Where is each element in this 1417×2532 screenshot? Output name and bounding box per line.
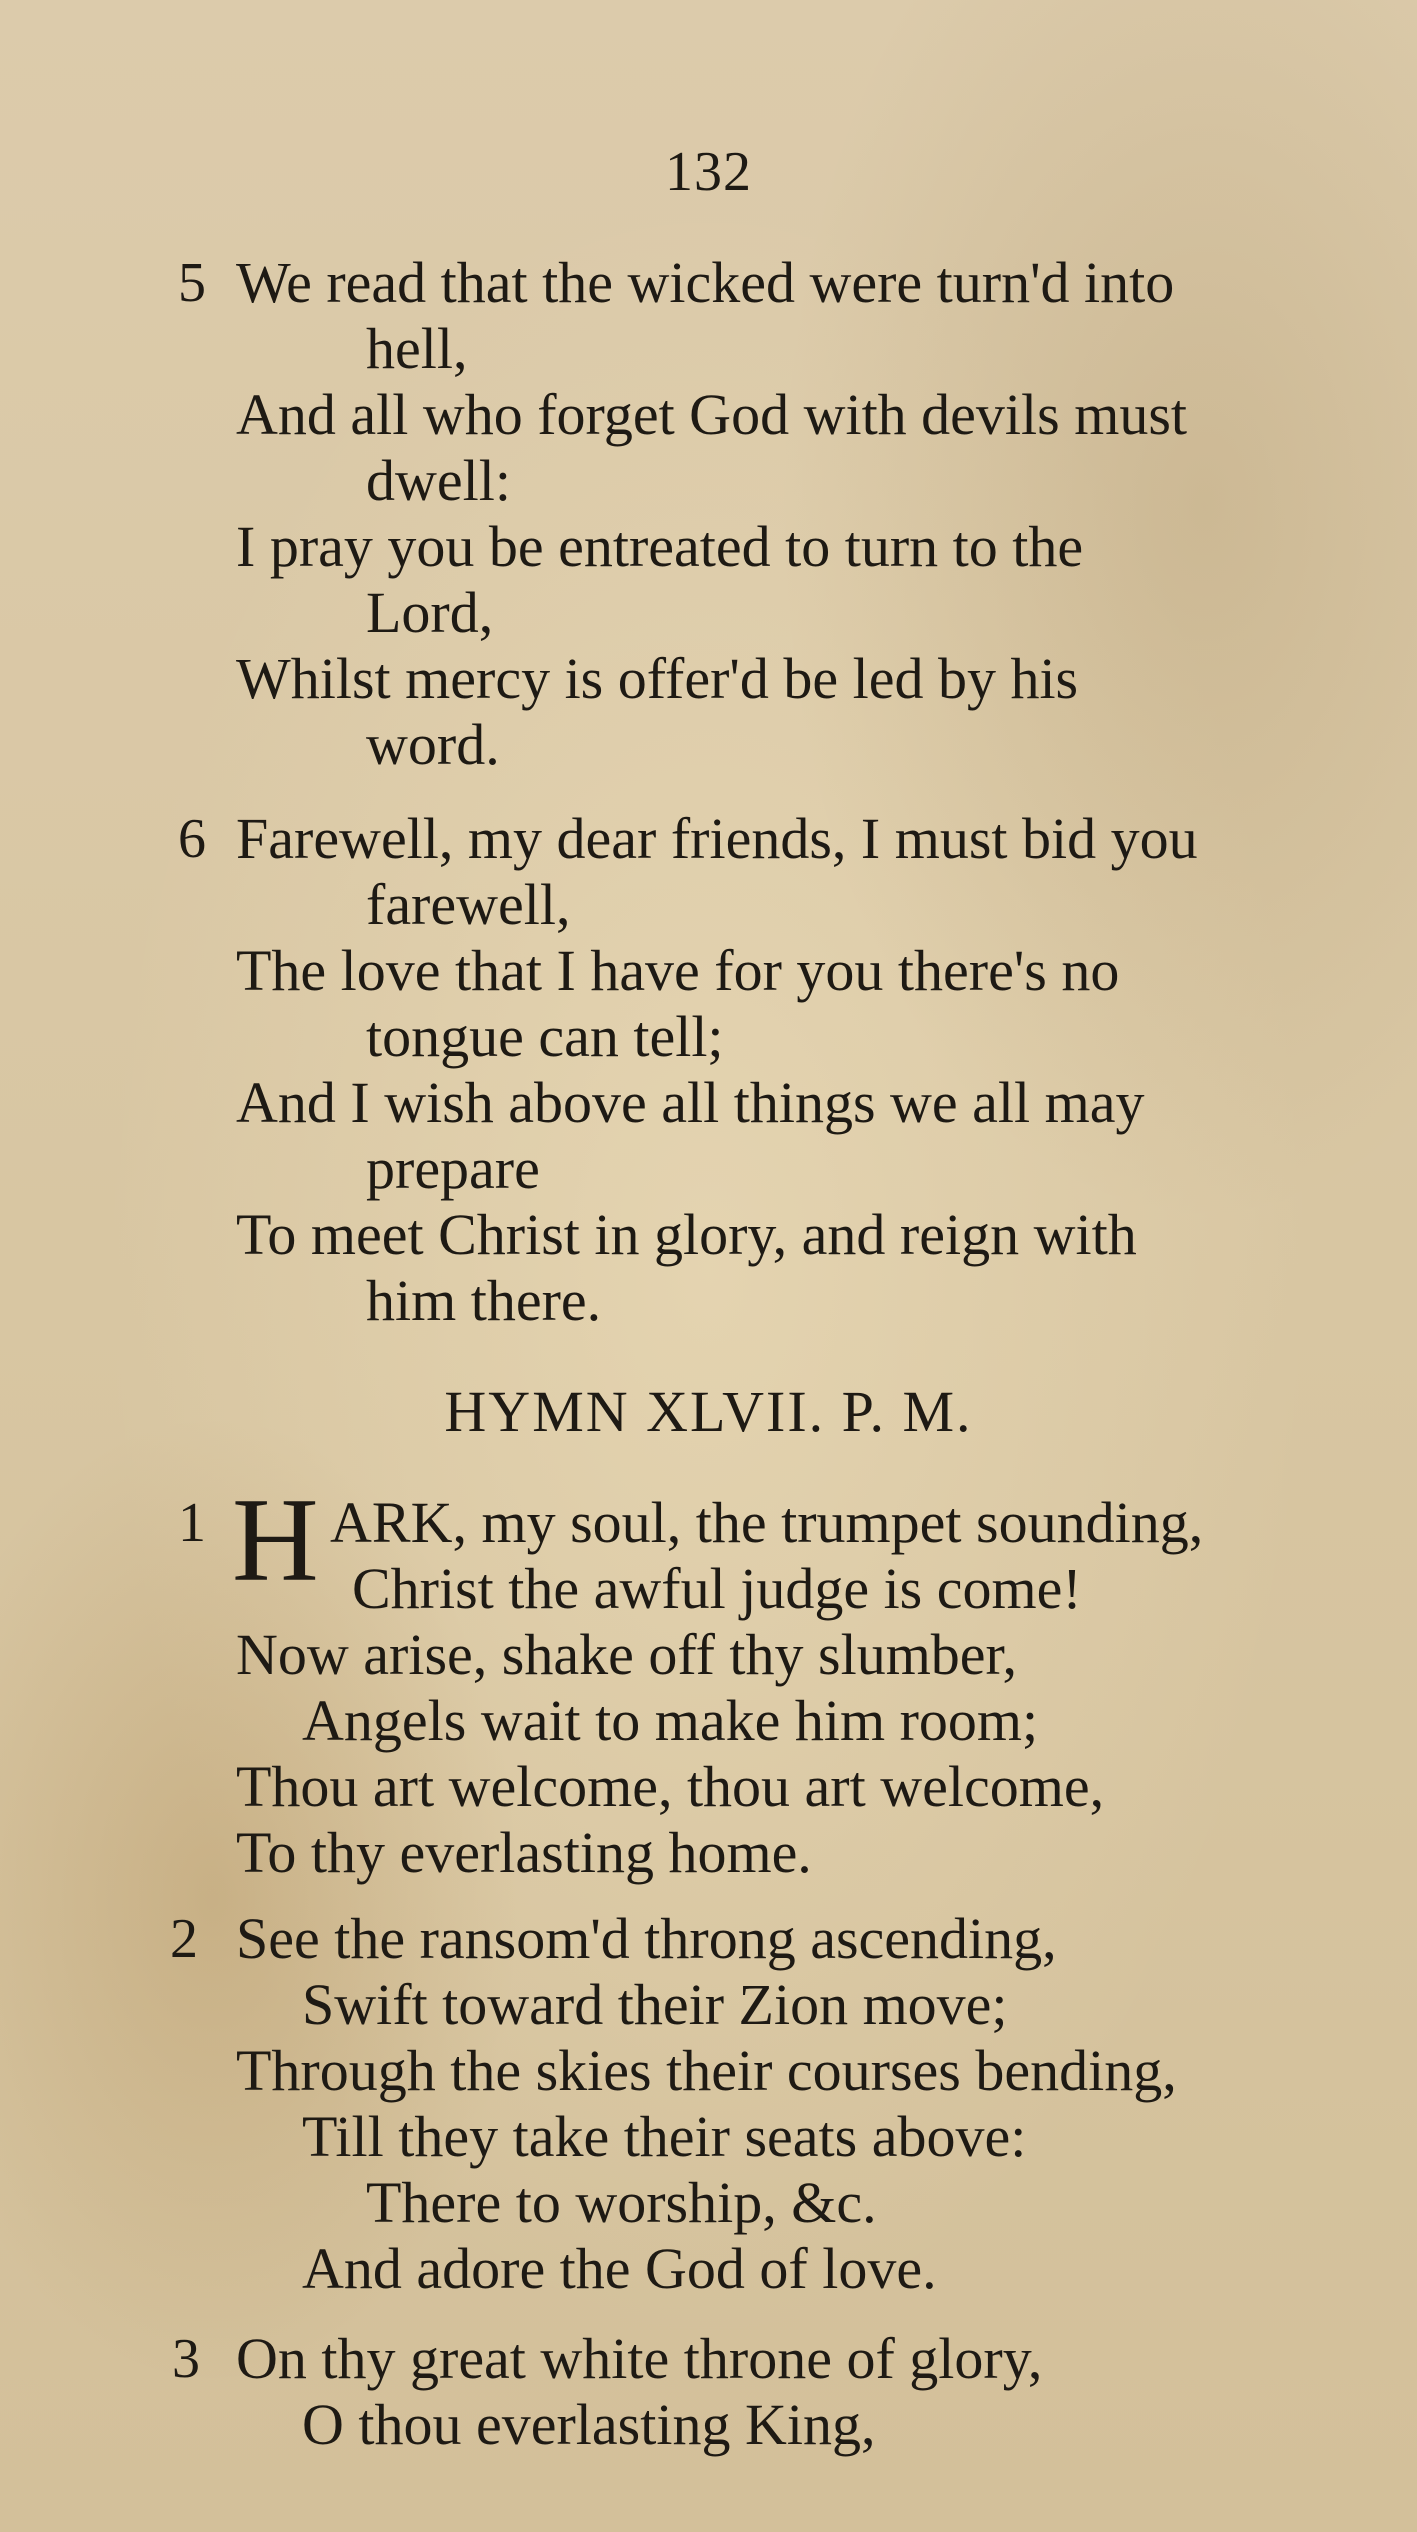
verse-line: ARK, my soul, the trumpet sounding,: [330, 1490, 1204, 1555]
verse-line: To thy everlasting home.: [236, 1820, 812, 1885]
verse-line: We read that the wicked were turn'd into: [236, 250, 1175, 315]
verse-number: 3: [172, 2328, 200, 2390]
verse-line: Now arise, shake off thy slumber,: [236, 1622, 1018, 1687]
verse-line: tongue can tell;: [366, 1004, 724, 1069]
verse-line: See the ransom'd throng ascending,: [236, 1906, 1057, 1971]
verse-line: And I wish above all things we all may: [236, 1070, 1145, 1135]
verse-line: There to worship, &c.: [366, 2170, 877, 2235]
verse-line: prepare: [366, 1136, 540, 1201]
verse-line: word.: [366, 712, 500, 777]
verse-line: Whilst mercy is offer'd be led by his: [236, 646, 1079, 711]
hymn-title: HYMN XLVII. P. M.: [444, 1379, 973, 1444]
verse-line: On thy great white throne of glory,: [236, 2326, 1043, 2391]
verse-line: Christ the awful judge is come!: [352, 1556, 1082, 1621]
verse-number: 2: [170, 1908, 198, 1970]
page-number: 132: [665, 141, 752, 203]
verse-line: I pray you be entreated to turn to the: [236, 514, 1084, 579]
verse-line: The love that I have for you there's no: [236, 938, 1120, 1003]
verse-line: Till they take their seats above:: [302, 2104, 1027, 2169]
verse-line: hell,: [366, 316, 468, 381]
verse-line: Farewell, my dear friends, I must bid you: [236, 806, 1198, 871]
verse-number: 5: [178, 252, 206, 314]
verse-number: 6: [178, 808, 206, 870]
verse-line: dwell:: [366, 448, 511, 513]
verse-number: 1: [178, 1492, 206, 1554]
verse-line: him there.: [366, 1268, 602, 1333]
verse-line: To meet Christ in glory, and reign with: [236, 1202, 1137, 1267]
verse-line: Swift toward their Zion move;: [302, 1972, 1008, 2037]
verse-line: farewell,: [366, 872, 571, 937]
verse-line: Angels wait to make him room;: [302, 1688, 1039, 1753]
verse-line: Lord,: [366, 580, 494, 645]
drop-capital: H: [232, 1473, 319, 1606]
verse-line: Through the skies their courses bending,: [236, 2038, 1177, 2103]
verse-line: Thou art welcome, thou art welcome,: [236, 1754, 1105, 1819]
verse-line: And adore the God of love.: [302, 2236, 937, 2301]
verse-line: And all who forget God with devils must: [236, 382, 1188, 447]
verse-line: O thou everlasting King,: [302, 2392, 876, 2457]
